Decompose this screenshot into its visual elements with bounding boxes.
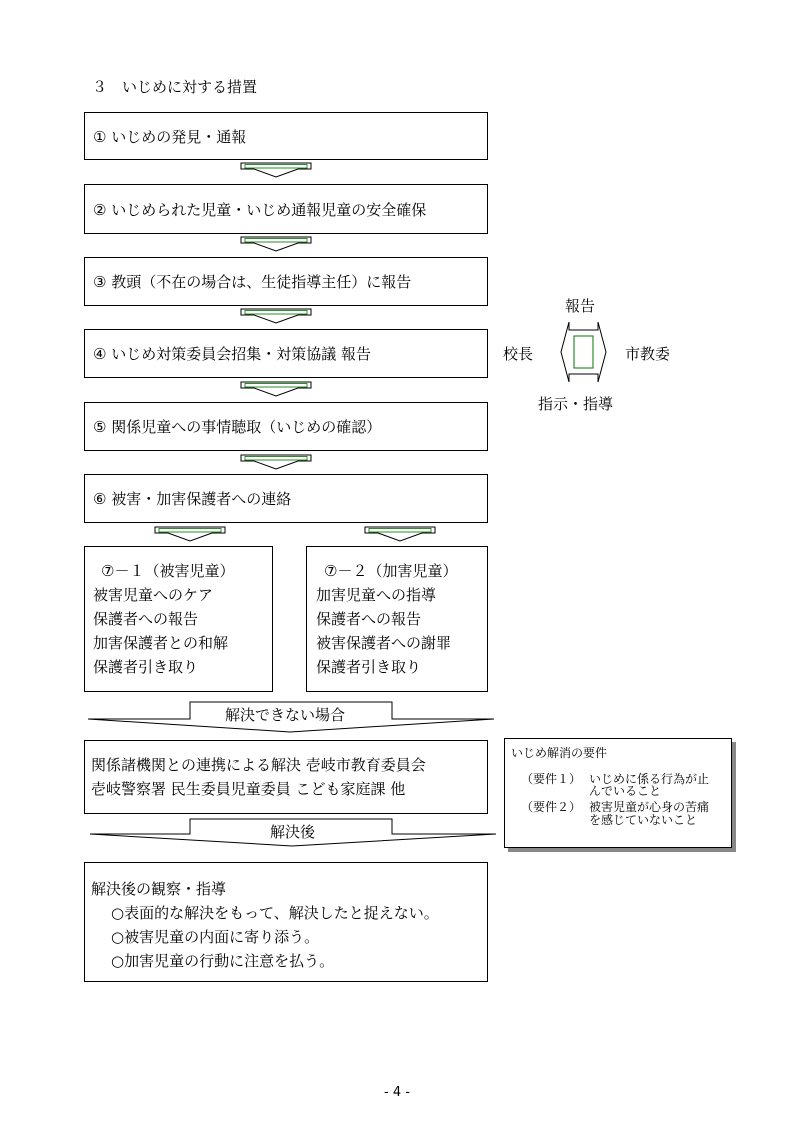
branch-offender-item: 保護者引き取り bbox=[316, 658, 422, 676]
step-4-label: ④ いじめ対策委員会招集・対策協議 報告 bbox=[93, 345, 371, 363]
section-title: ３ いじめに対する措置 bbox=[92, 78, 258, 96]
note-box bbox=[504, 738, 732, 848]
step-5-label: ⑤ 関係児童への事情聴取（いじめの確認） bbox=[93, 418, 382, 436]
branch-offender-item: 被害保護者への謝罪 bbox=[316, 634, 452, 652]
branch-offender-title: ⑦－２（加害児童） bbox=[324, 562, 458, 580]
branch-offender-item: 加害児童への指導 bbox=[316, 586, 437, 604]
branch-victim-item: 被害児童へのケア bbox=[93, 586, 214, 604]
down-arrow-4 bbox=[241, 382, 311, 396]
branch-offender-item: 保護者への報告 bbox=[316, 610, 422, 628]
page-number: - 4 - bbox=[384, 1085, 410, 1100]
branch-victim-item: 保護者引き取り bbox=[93, 658, 199, 676]
agencies-line-2: 壱岐警察署 民生委員児童委員 こども家庭課 他 bbox=[91, 780, 406, 798]
side-board-label: 市教委 bbox=[625, 345, 671, 363]
after-resolution-item: ○表面的な解決をもって、解決したと捉えない。 bbox=[111, 904, 439, 922]
after-resolution-item: ○加害児童の行動に注意を払う。 bbox=[111, 952, 335, 970]
down-arrow-2 bbox=[241, 237, 311, 251]
agencies-line-1: 関係諸機関との連携による解決 壱岐市教育委員会 bbox=[91, 756, 426, 774]
step-6-label: ⑥ 被害・加害保護者への連絡 bbox=[93, 490, 292, 508]
step-3-label: ③ 教頭（不在の場合は、生徒指導主任）に報告 bbox=[93, 273, 412, 291]
step-2-label: ② いじめられた児童・いじめ通報児童の安全確保 bbox=[93, 201, 427, 219]
step-1-label: ① いじめの発見・通報 bbox=[93, 128, 247, 146]
branch-victim-item: 加害保護者との和解 bbox=[93, 634, 229, 652]
resolved-label: 解決後 bbox=[270, 823, 316, 841]
note-title: いじめ解消の要件 bbox=[511, 746, 608, 760]
branch-victim-item: 保護者への報告 bbox=[93, 610, 199, 628]
down-arrow-6b bbox=[365, 527, 435, 541]
down-arrow-1 bbox=[241, 163, 311, 177]
note-req2-line1: 被害児童が心身の苦痛 bbox=[589, 800, 710, 814]
side-report-label: 報告 bbox=[565, 297, 596, 315]
note-req1-line1: いじめに係る行為が止 bbox=[589, 772, 710, 786]
note-req2-label: （要件２） bbox=[521, 800, 582, 814]
down-arrow-5 bbox=[241, 455, 311, 469]
note-req2-line2: を感じていないこと bbox=[589, 813, 698, 827]
after-resolution-item: ○被害児童の内面に寄り添う。 bbox=[111, 928, 320, 946]
down-arrow-6a bbox=[155, 527, 225, 541]
unresolved-label: 解決できない場合 bbox=[225, 706, 346, 724]
note-req1-line2: んでいること bbox=[589, 784, 662, 798]
after-resolution-title: 解決後の観察・指導 bbox=[91, 880, 227, 898]
note-req1-label: （要件１） bbox=[521, 772, 582, 786]
side-principal-label: 校長 bbox=[503, 345, 534, 363]
down-arrow-3 bbox=[241, 309, 311, 323]
report-instruction-arrow bbox=[561, 322, 606, 382]
branch-victim-title: ⑦－１（被害児童） bbox=[101, 562, 235, 580]
side-instruction-label: 指示・指導 bbox=[538, 395, 614, 413]
